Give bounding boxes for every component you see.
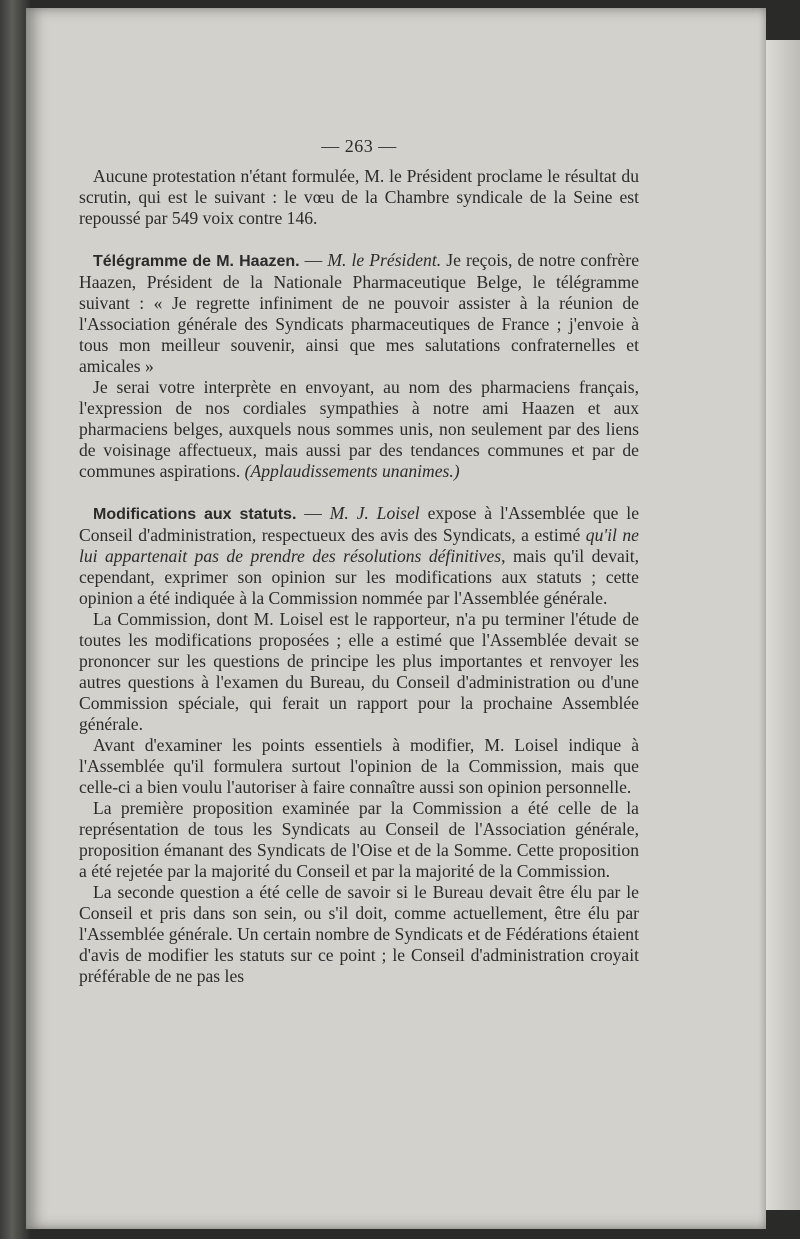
statutes-paragraph-5: La seconde question a été celle de savoir si le Bureau devait être élu par le Conseil et pris dans son sein, ou s'il doit, comme actuellement, être élu par l'Assemblée générale. Un certain nombre de Syndicats et de Fédérations étaient d'avis de modifier les statuts sur ce point ; le Conseil d'administration croyait préférable de ne pas les: [79, 882, 639, 986]
statutes-paragraph-4: La première proposition examinée par la Commission a été celle de la représentation de tous les Syndicats au Conseil de l'Association générale, proposition émanant des Syndicats de l'Oise et de la Somme. Cette proposition a été rejetée par la majorité du Conseil et par la majorité de la Commission.: [79, 798, 639, 881]
telegram-text: Je reçois, de notre confrère Haazen, Président de la Nationale Pharmaceutique Belge, le télégramme suivant : « Je regrette infiniment de ne pouvoir assister à la réunion de l'Association générale des Syndicats pharmaceutiques de France ; j'envoie à tous mon meilleur souvenir, ainsi que mes salutations confraternelles et amicales »: [79, 250, 640, 376]
telegram-reply: [79, 377, 639, 482]
statutes-p1-text-a: expose à l'Assemblée que le Conseil d'administration, respectueux des avis des Syndicats, a estimé: [79, 503, 640, 545]
statutes-section: [79, 503, 639, 987]
telegram-heading: Télégramme de M. Haazen.: [93, 253, 300, 270]
statutes-paragraph-2: La Commission, dont M. Loisel est le rapporteur, n'a pu terminer l'étude de toutes les modifications proposées ; elle a estimé que l'Assemblée devait se prononcer sur les questions de principe les plus importantes et renvoyer les autres questions à l'examen du Bureau, du Conseil d'administration ou d'une Commission spéciale, qui ferait un rapport pour la prochaine Assemblée générale.: [79, 609, 639, 734]
statutes-p1-italic: qu'il ne lui appartenait pas de prendre des résolutions définitives: [79, 525, 639, 566]
statutes-p1-text-b: , mais qu'il devait, cependant, exprimer son opinion sur les modifications aux statuts ; cette opinion a été indiquée à la Commission nommée par l'Assemblée générale.: [79, 546, 640, 608]
telegram-paragraph: Télégramme de M. Haazen. — M. le Président. Je reçois, de notre confrère Haazen, Président de la Nationale Pharmaceutique Belge, le télégramme suivant : « Je regrette infiniment de ne pouvoir assister à la réunion de l'Association générale des Syndicats pharmaceutiques de France ; j'envoie à tous mon meilleur souvenir, ainsi que mes salutations confraternelles et amicales »: [79, 250, 640, 376]
telegram-speaker: M. le Président.: [327, 250, 442, 270]
statutes-speaker: M. J. Loisel: [329, 503, 420, 523]
page-number: — 263 —: [321, 136, 397, 156]
intro-paragraph: Aucune protestation n'étant formulée, M. le Président proclame le résultat du scrutin, qui est le suivant : le vœu de la Chambre syndicale de la Seine est repoussé par 549 voix contre 146.: [79, 166, 639, 228]
telegram-section: [79, 250, 639, 482]
statutes-paragraph-1: Modifications aux statuts. — M. J. Loisel expose à l'Assemblée que le Conseil d'administration, respectueux des avis des Syndicats, a estimé qu'il ne lui appartenait pas de prendre des résolutions définitives, mais qu'il devait, cependant, exprimer son opinion sur les modifications aux statuts ; cette opinion a été indiquée à la Commission nommée par l'Assemblée générale.: [79, 503, 640, 608]
statutes-paragraph-3: Avant d'examiner les points essentiels à modifier, M. Loisel indique à l'Assemblée qu'il formulera surtout l'opinion de la Commission, mais que celle-ci a bien voulu l'autoriser à faire connaître aussi son opinion personnelle.: [79, 735, 639, 797]
applause-note: (Applaudissements unanimes.): [244, 461, 460, 481]
telegram-reply-text: Je serai votre interprète en envoyant, au nom des pharmaciens français, l'expression de nos cordiales sympathies à notre ami Haazen et aux pharmaciens belges, auxquels nous sommes unis, non seulement par des liens de voisinage affectueux, mais aussi par des tendances communes et par de communes aspirations.: [79, 377, 639, 481]
statutes-heading: Modifications aux statuts.: [93, 506, 297, 523]
page-text: [79, 136, 639, 987]
